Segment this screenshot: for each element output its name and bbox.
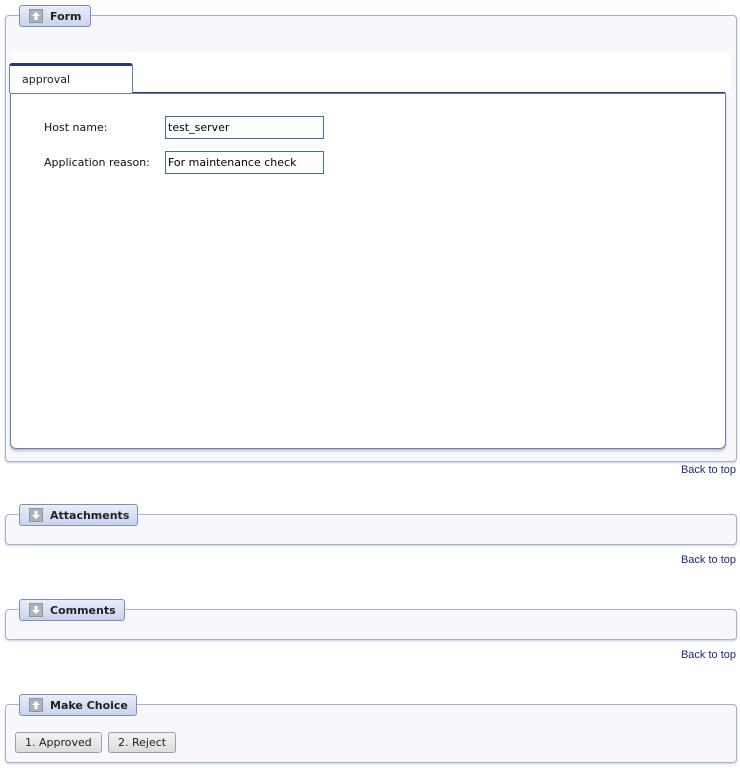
form-section-title: Form xyxy=(50,9,82,23)
collapse-up-icon[interactable] xyxy=(29,9,43,23)
back-to-top-link[interactable]: Back to top xyxy=(680,464,736,476)
make-choice-section-title: Make Choice xyxy=(50,698,128,712)
tab-panel-approval xyxy=(10,93,726,449)
application-reason-label: Application reason: xyxy=(44,156,150,169)
host-name-label: Host name: xyxy=(44,121,108,134)
comments-section-title: Comments xyxy=(50,603,116,617)
reject-button[interactable]: 2. Reject xyxy=(108,732,176,753)
back-to-top-link[interactable]: Back to top xyxy=(680,649,736,661)
form-section-header[interactable] xyxy=(19,5,91,27)
tab-approval[interactable] xyxy=(9,63,133,93)
host-name-input[interactable] xyxy=(165,116,324,139)
attachments-section xyxy=(5,508,737,545)
collapse-up-icon[interactable] xyxy=(29,698,43,712)
approved-button[interactable]: 1. Approved xyxy=(15,732,102,753)
comments-section-header[interactable] xyxy=(19,599,125,621)
back-to-top-link[interactable]: Back to top xyxy=(680,554,736,566)
expand-down-icon[interactable] xyxy=(29,508,43,522)
attachments-section-title: Attachments xyxy=(50,508,130,522)
make-choice-section-header[interactable] xyxy=(19,694,137,716)
comments-section xyxy=(5,603,737,640)
tab-approval-label: approval xyxy=(22,73,71,86)
application-reason-input[interactable] xyxy=(165,151,324,174)
expand-down-icon[interactable] xyxy=(29,603,43,617)
attachments-section-header[interactable] xyxy=(19,504,138,526)
